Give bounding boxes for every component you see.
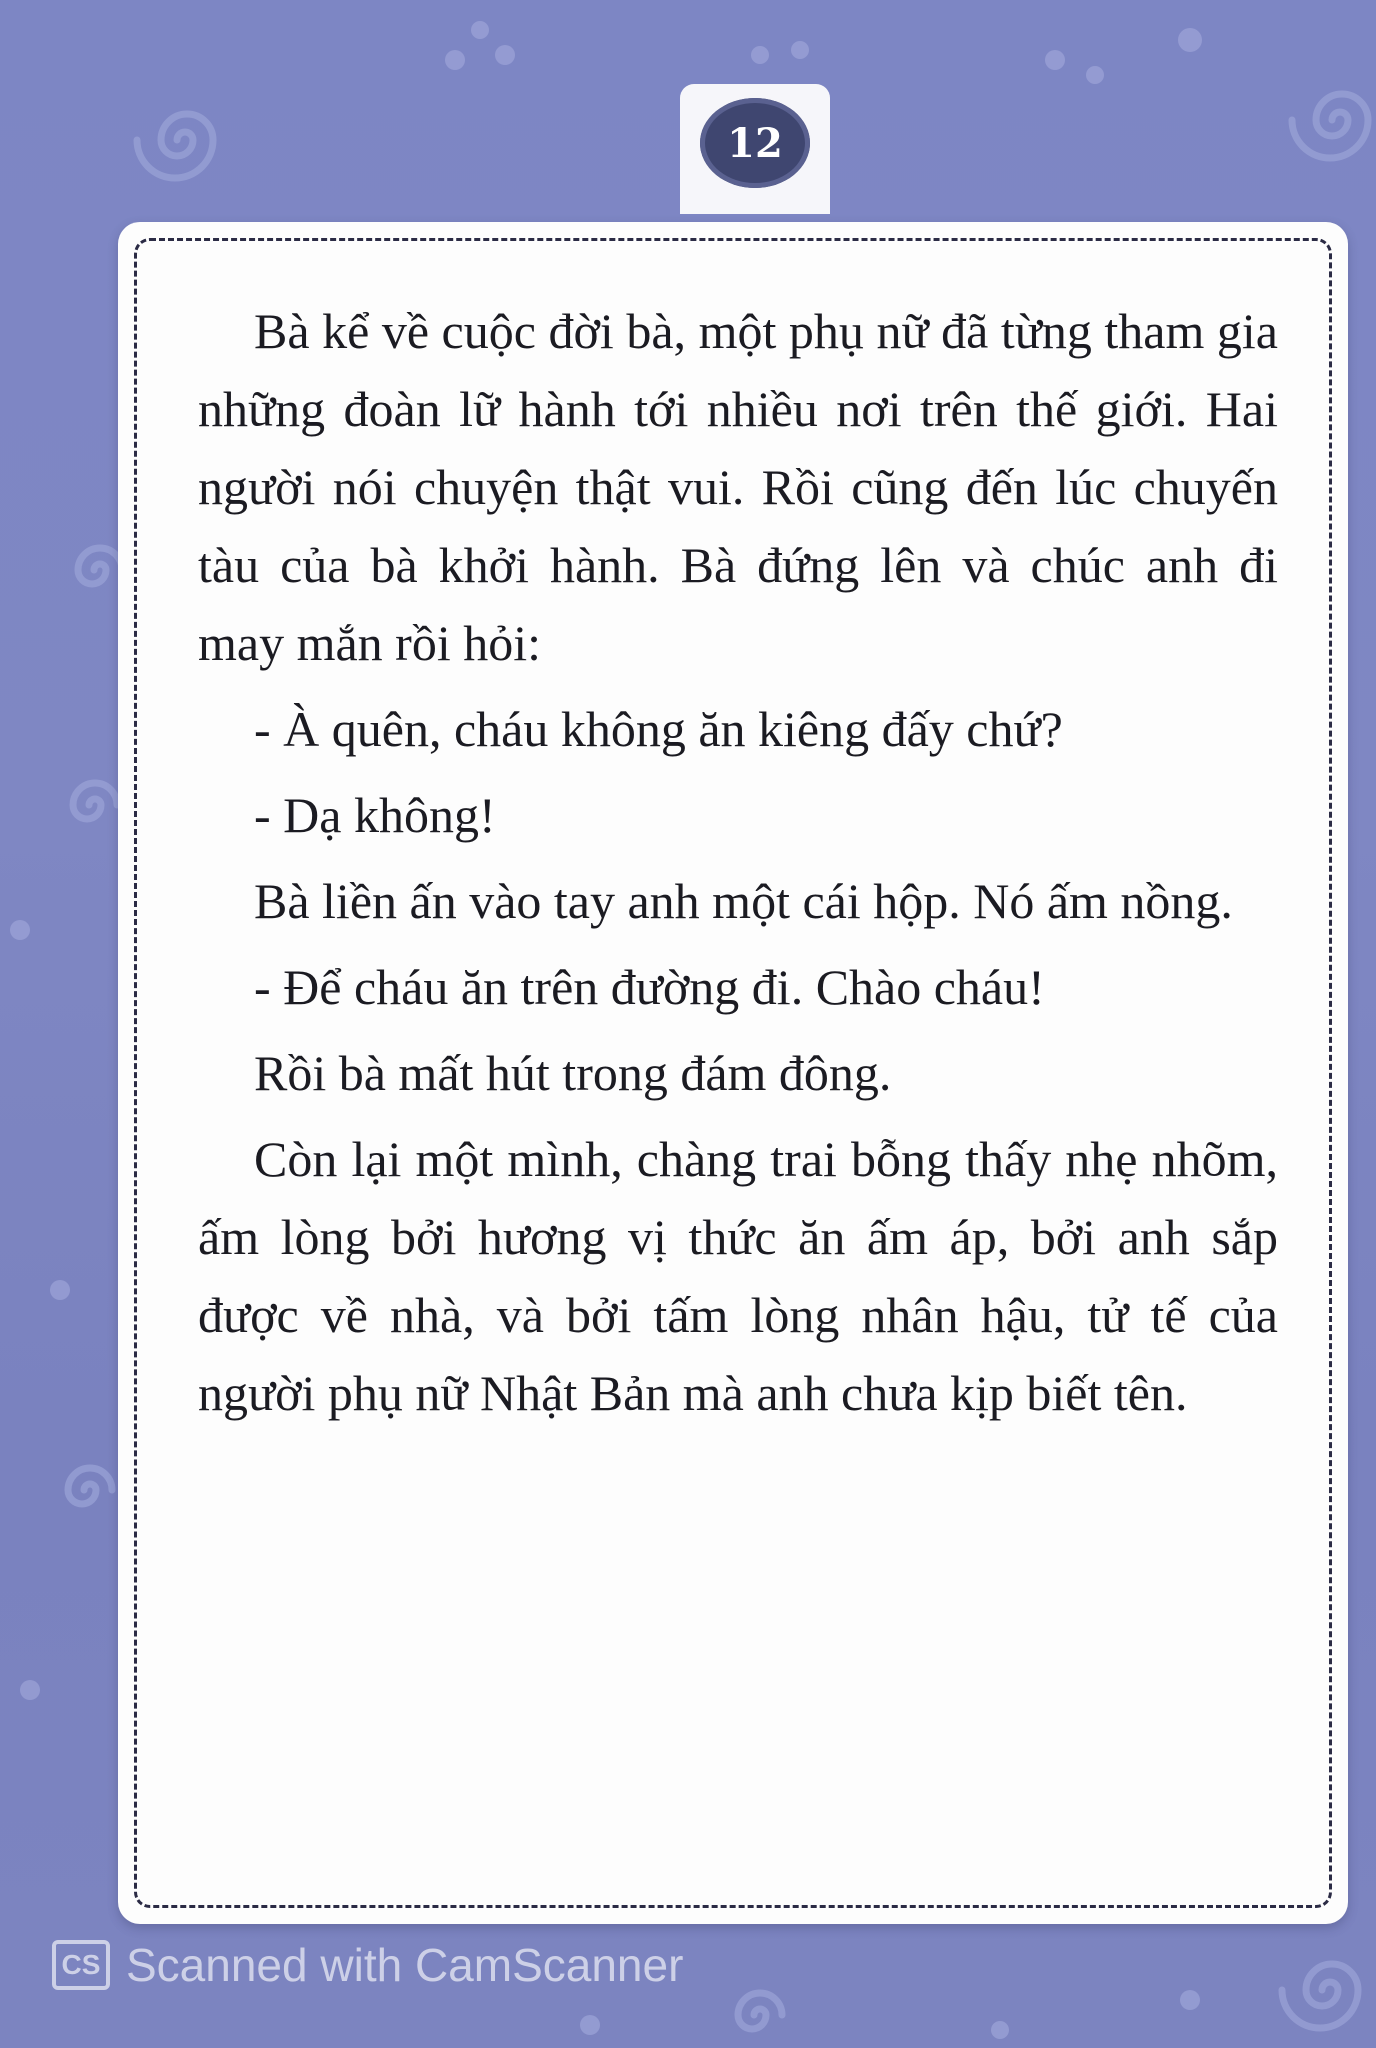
dialogue-line: - Dạ không!: [254, 787, 496, 843]
paragraph: Bà liền ấn vào tay anh một cái hộp. Nó ấm nồng.: [254, 873, 1233, 929]
dialogue-line: - Để cháu ăn trên đường đi. Chào cháu!: [254, 959, 1045, 1015]
paragraph: Còn lại một mình, chàng trai bỗng thấy nhẹ nhõm, ấm lòng bởi hương vị thức ăn ấm áp, bởi anh sắp được về nhà, và bởi tấm lòng nhân hậu, tử tế của người phụ nữ Nhật Bản mà anh chưa kịp biết tên.: [198, 1131, 1278, 1421]
camscanner-logo-icon: CS: [52, 1940, 110, 1990]
story-text: [198, 292, 1278, 1440]
watermark-text: Scanned with CamScanner: [126, 1939, 684, 1991]
story-card: [118, 222, 1348, 1924]
dialogue-line: - À quên, cháu không ăn kiêng đấy chứ?: [254, 701, 1063, 757]
page-number-badge: 12: [700, 98, 810, 188]
paragraph: Bà kể về cuộc đời bà, một phụ nữ đã từng tham gia những đoàn lữ hành tới nhiều nơi trên thế giới. Hai người nói chuyện thật vui. Rồi cũng đến lúc chuyến tàu của bà khởi hành. Bà đứng lên và chúc anh đi may mắn rồi hỏi:: [198, 303, 1278, 671]
camscanner-watermark: [52, 1935, 683, 1995]
paragraph: Rồi bà mất hút trong đám đông.: [254, 1045, 892, 1101]
